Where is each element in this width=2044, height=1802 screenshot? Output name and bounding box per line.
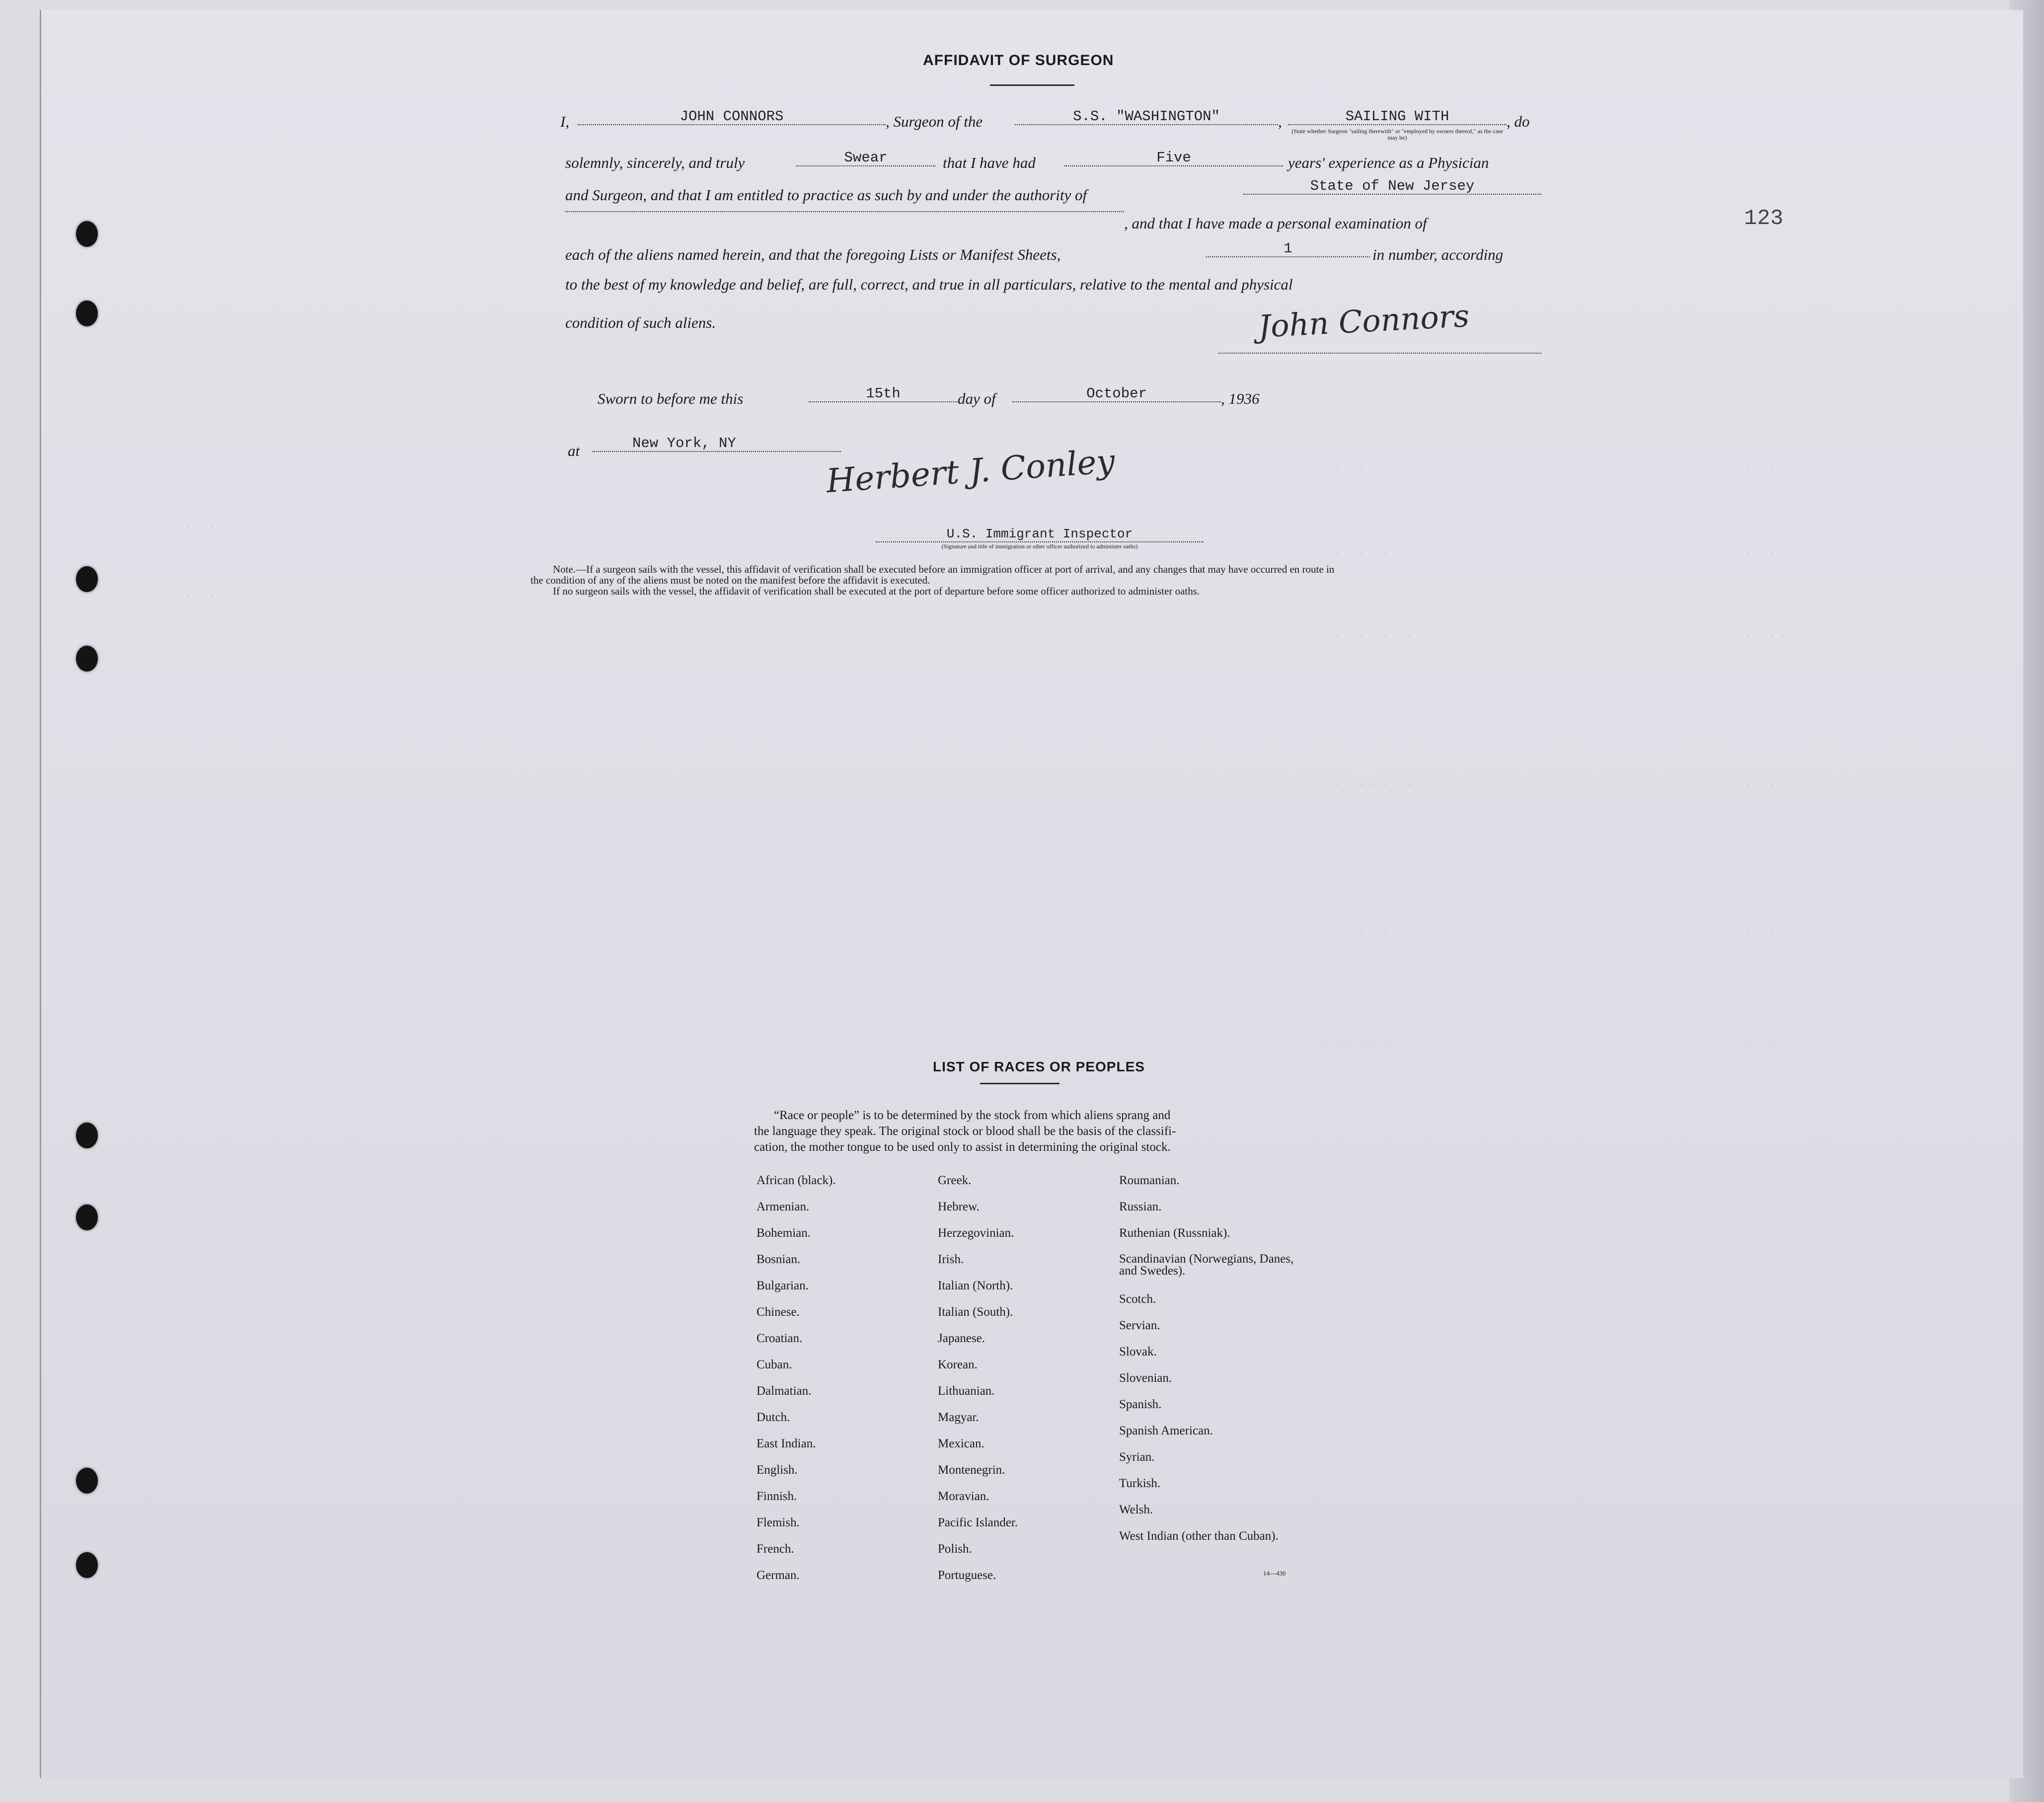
- race-list-item: Slovenian.: [1119, 1371, 1172, 1385]
- sworn-year: , 1936: [1221, 390, 1260, 407]
- inspector-title-hint: (Signature and title of immigration or other officer authorized to administer oaths): [941, 543, 1138, 550]
- surgeon-signature-line: [1218, 353, 1541, 354]
- race-list-item: Hebrew.: [938, 1200, 980, 1213]
- inspector-title-field: U.S. Immigrant Inspector: [876, 526, 1204, 542]
- race-list-item: Bulgarian.: [757, 1279, 809, 1292]
- years-field: Five: [1064, 150, 1283, 166]
- text-i: I,: [560, 113, 570, 130]
- text-day-of: day of: [958, 390, 996, 407]
- race-list-item: Welsh.: [1119, 1503, 1153, 1516]
- authority-continuation-field: [565, 211, 1124, 212]
- text-do: , do: [1507, 113, 1530, 130]
- race-list-item: Italian (North).: [938, 1279, 1013, 1292]
- text-solemnly: solemnly, sincerely, and truly: [565, 154, 745, 171]
- ship-name-field: S.S. "WASHINGTON": [1015, 109, 1278, 125]
- race-list-item: Italian (South).: [938, 1305, 1013, 1319]
- race-list-item: Armenian.: [757, 1200, 810, 1213]
- binder-hole: [76, 1123, 98, 1148]
- races-intro-line-2: the language they speak. The original stock or blood shall be the basis of the classifi-: [754, 1125, 1176, 1138]
- text-and-surgeon: and Surgeon, and that I am entitled to practice as such by and under the authority of: [565, 186, 1087, 204]
- authority-field: State of New Jersey: [1243, 179, 1541, 195]
- text-condition: condition of such aliens.: [565, 314, 716, 331]
- race-list-item: East Indian.: [757, 1437, 816, 1450]
- race-list-item: Moravian.: [938, 1490, 989, 1503]
- race-list-item: Lithuanian.: [938, 1384, 995, 1398]
- race-list-item: Mexican.: [938, 1437, 984, 1450]
- text-at: at: [568, 442, 580, 459]
- race-list-item: Montenegrin.: [938, 1463, 1005, 1477]
- page-number: 123: [1744, 206, 1784, 231]
- race-list-item: Roumanian.: [1119, 1174, 1180, 1187]
- sworn-day-field: 15th: [809, 386, 958, 402]
- race-list-item: Turkish.: [1119, 1477, 1161, 1490]
- note-line-2: the condition of any of the aliens must be noted on the manifest before the affidavit is executed.: [530, 574, 930, 586]
- note-line-3: If no surgeon sails with the vessel, the affidavit of verification shall be executed at the port of departure before some officer authorized to administer oaths.: [553, 585, 1200, 597]
- races-intro-line-1: “Race or people” is to be determined by the stock from which aliens sprang and: [774, 1109, 1171, 1122]
- text-each-of-aliens: each of the aliens named herein, and that the foregoing Lists or Manifest Sheets,: [565, 246, 1061, 263]
- race-list-item: West Indian (other than Cuban).: [1119, 1529, 1279, 1543]
- race-list-item: Herzegovinian.: [938, 1226, 1014, 1240]
- race-list-item: German.: [757, 1569, 800, 1582]
- text-that-i-have-had: that I have had: [943, 154, 1036, 171]
- race-list-item: English.: [757, 1463, 798, 1477]
- form-number: 14—430: [1263, 1570, 1286, 1577]
- races-title-underline: [980, 1083, 1060, 1084]
- race-list-item: Dalmatian.: [757, 1384, 812, 1398]
- race-list-item: Spanish.: [1119, 1398, 1162, 1411]
- races-column-2: [938, 1167, 1107, 1588]
- race-list-item: Magyar.: [938, 1411, 979, 1424]
- sworn-place-field: New York, NY: [593, 436, 841, 452]
- inspector-signature: Herbert J. Conley: [825, 442, 1116, 501]
- text-surgeon-of-the: , Surgeon of the: [886, 113, 983, 130]
- binder-hole: [76, 221, 98, 247]
- race-list-item: Bohemian.: [757, 1226, 811, 1240]
- race-list-item: Slovak.: [1119, 1345, 1157, 1358]
- surgeon-signature: John Connors: [1257, 297, 1470, 345]
- race-list-item: Ruthenian (Russniak).: [1119, 1226, 1230, 1240]
- races-column-1: [757, 1167, 925, 1588]
- race-list-item: Scotch.: [1119, 1292, 1156, 1306]
- race-list-item: Dutch.: [757, 1411, 790, 1424]
- race-list-item: Servian.: [1119, 1319, 1160, 1332]
- text-best-knowledge: to the best of my knowledge and belief, are full, correct, and true in all particulars, relative to the mental and physical: [565, 276, 1293, 293]
- race-list-item: Russian.: [1119, 1200, 1162, 1213]
- race-list-item: French.: [757, 1542, 794, 1556]
- race-list-item: Chinese.: [757, 1305, 800, 1319]
- races-column-3: [1119, 1167, 1308, 1549]
- race-list-item: Flemish.: [757, 1516, 800, 1529]
- race-list-item: Irish.: [938, 1253, 964, 1266]
- race-list-item: Cuban.: [757, 1358, 792, 1371]
- race-list-item: Japanese.: [938, 1332, 985, 1345]
- surgeon-name-field: JOHN CONNORS: [578, 109, 886, 125]
- race-list-item: Greek.: [938, 1174, 972, 1187]
- race-list-item: Finnish.: [757, 1490, 797, 1503]
- text-years-experience: years' experience as a Physician: [1288, 154, 1489, 171]
- document-page: 123 . . . . . . . . . . . . . . . . . . . . . . . . . . . . . . . . . . . . . . . . . . . . . . . . . . . . . . . . . . . . . . . . . . . . . AFFIDAVIT OF SURGEON I, JOHN CONNORS , Surgeon of the S.S. "WASHINGTON" , SAILING WITH , do (State whether Surgeon "sailing therewith" or "employed by owners thereof," as the case may be) solemnly, sincerely, and truly Swear that I have had Five years' experience as a Physician and Surgeon, and that I am entitled to practice as such by and under the authority of State of New Jersey , and that I have made a personal examination of each of the aliens named herein, and that the foregoing Lists or Manifest Sheets, 1 in number, according to the best of my knowledge and belief, are full, correct, and true in all particulars, relative to the mental and physical condition of such aliens. John Connors Sworn to before me this 15th day of October , 1936 at New York, NY Herbert J. Conley U.S. Immigrant Inspector (Signature and title of immigration or other officer authorized to administer oaths) Note.—If a surgeon sails with the vessel, this affidavit of verification shall be executed before an immigration officer at port of arrival, and any changes that may have occurred en route in the condition of any of the aliens must be noted on the manifest before the affidavit is executed. If no surgeon sails with the vessel, the affidavit of verification shall be executed at the port of departure before some officer authorized to administer oaths. LIST OF RACES OR PEOPLES “Race or people” is to be determined by the stock from which aliens sprang and the language they speak. The original stock or blood shall be the basis of the classifi- cation, the mother tongue to be used only to assist in determining the original stock. African (black). Armenian. Bohemian. Bosnian. Bulgarian. Chinese. Croatian. Cuban. Dalmatian. Dutch. East Indian. English. Finnish. Flemish. French. German. Greek. Hebrew. Herzegovinian. Irish. Italian (North). Italian (South). Japanese. Korean. Lithuanian. Magyar. Mexican. Montenegrin. Moravian. Pacific Islander. Polish. Portuguese. Roumanian. Russian. Ruthenian (Russniak). Scandinavian (Norwegians, Danes, and Swedes). Scotch. Servian. Slovak. Slovenian. Spanish. Spanish American. Syrian. Turkish. Welsh. West Indian (other than Cuban). 14—430: [40, 10, 2023, 1778]
- sailing-status-hint: (State whether Surgeon "sailing therewith" or "employed by owners thereof," as the case may be): [1291, 128, 1503, 141]
- note-line-1: Note.—If a surgeon sails with the vessel, this affidavit of verification shall be executed before an immigration officer at port of arrival, and any changes that may have occurred en route in: [553, 563, 1335, 575]
- race-list-item: Croatian.: [757, 1332, 803, 1345]
- race-list-item: Korean.: [938, 1358, 978, 1371]
- race-list-item: African (black).: [757, 1174, 836, 1187]
- race-list-item: Bosnian.: [757, 1253, 801, 1266]
- binder-hole: [76, 300, 98, 326]
- binder-hole: [76, 646, 98, 672]
- affidavit-title: AFFIDAVIT OF SURGEON: [923, 52, 1114, 69]
- binder-hole: [76, 1204, 98, 1230]
- binder-hole: [76, 1552, 98, 1578]
- text-sworn: Sworn to before me this: [598, 390, 744, 407]
- oath-word-field: Swear: [796, 150, 935, 166]
- race-list-item: Pacific Islander.: [938, 1516, 1018, 1529]
- race-list-item: Syrian.: [1119, 1450, 1155, 1464]
- race-list-item: Scandinavian (Norwegians, Danes, and Swedes).: [1119, 1252, 1294, 1277]
- binder-hole: [76, 566, 98, 592]
- sheet-count-field: 1: [1206, 241, 1370, 257]
- race-list-item: Portuguese.: [938, 1569, 996, 1582]
- title-underline: [990, 84, 1074, 86]
- race-list-item: Polish.: [938, 1542, 972, 1556]
- races-title: LIST OF RACES OR PEOPLES: [933, 1059, 1145, 1074]
- binder-hole: [76, 1468, 98, 1494]
- sailing-status-field: SAILING WITH: [1288, 109, 1507, 125]
- race-list-item: Spanish American.: [1119, 1424, 1213, 1437]
- text-in-number: in number, according: [1372, 246, 1504, 263]
- text-comma: ,: [1278, 113, 1282, 130]
- sworn-month-field: October: [1012, 386, 1221, 402]
- races-intro-line-3: cation, the mother tongue to be used only to assist in determining the original stock.: [754, 1140, 1171, 1154]
- text-personal-exam: , and that I have made a personal examination of: [1124, 215, 1427, 232]
